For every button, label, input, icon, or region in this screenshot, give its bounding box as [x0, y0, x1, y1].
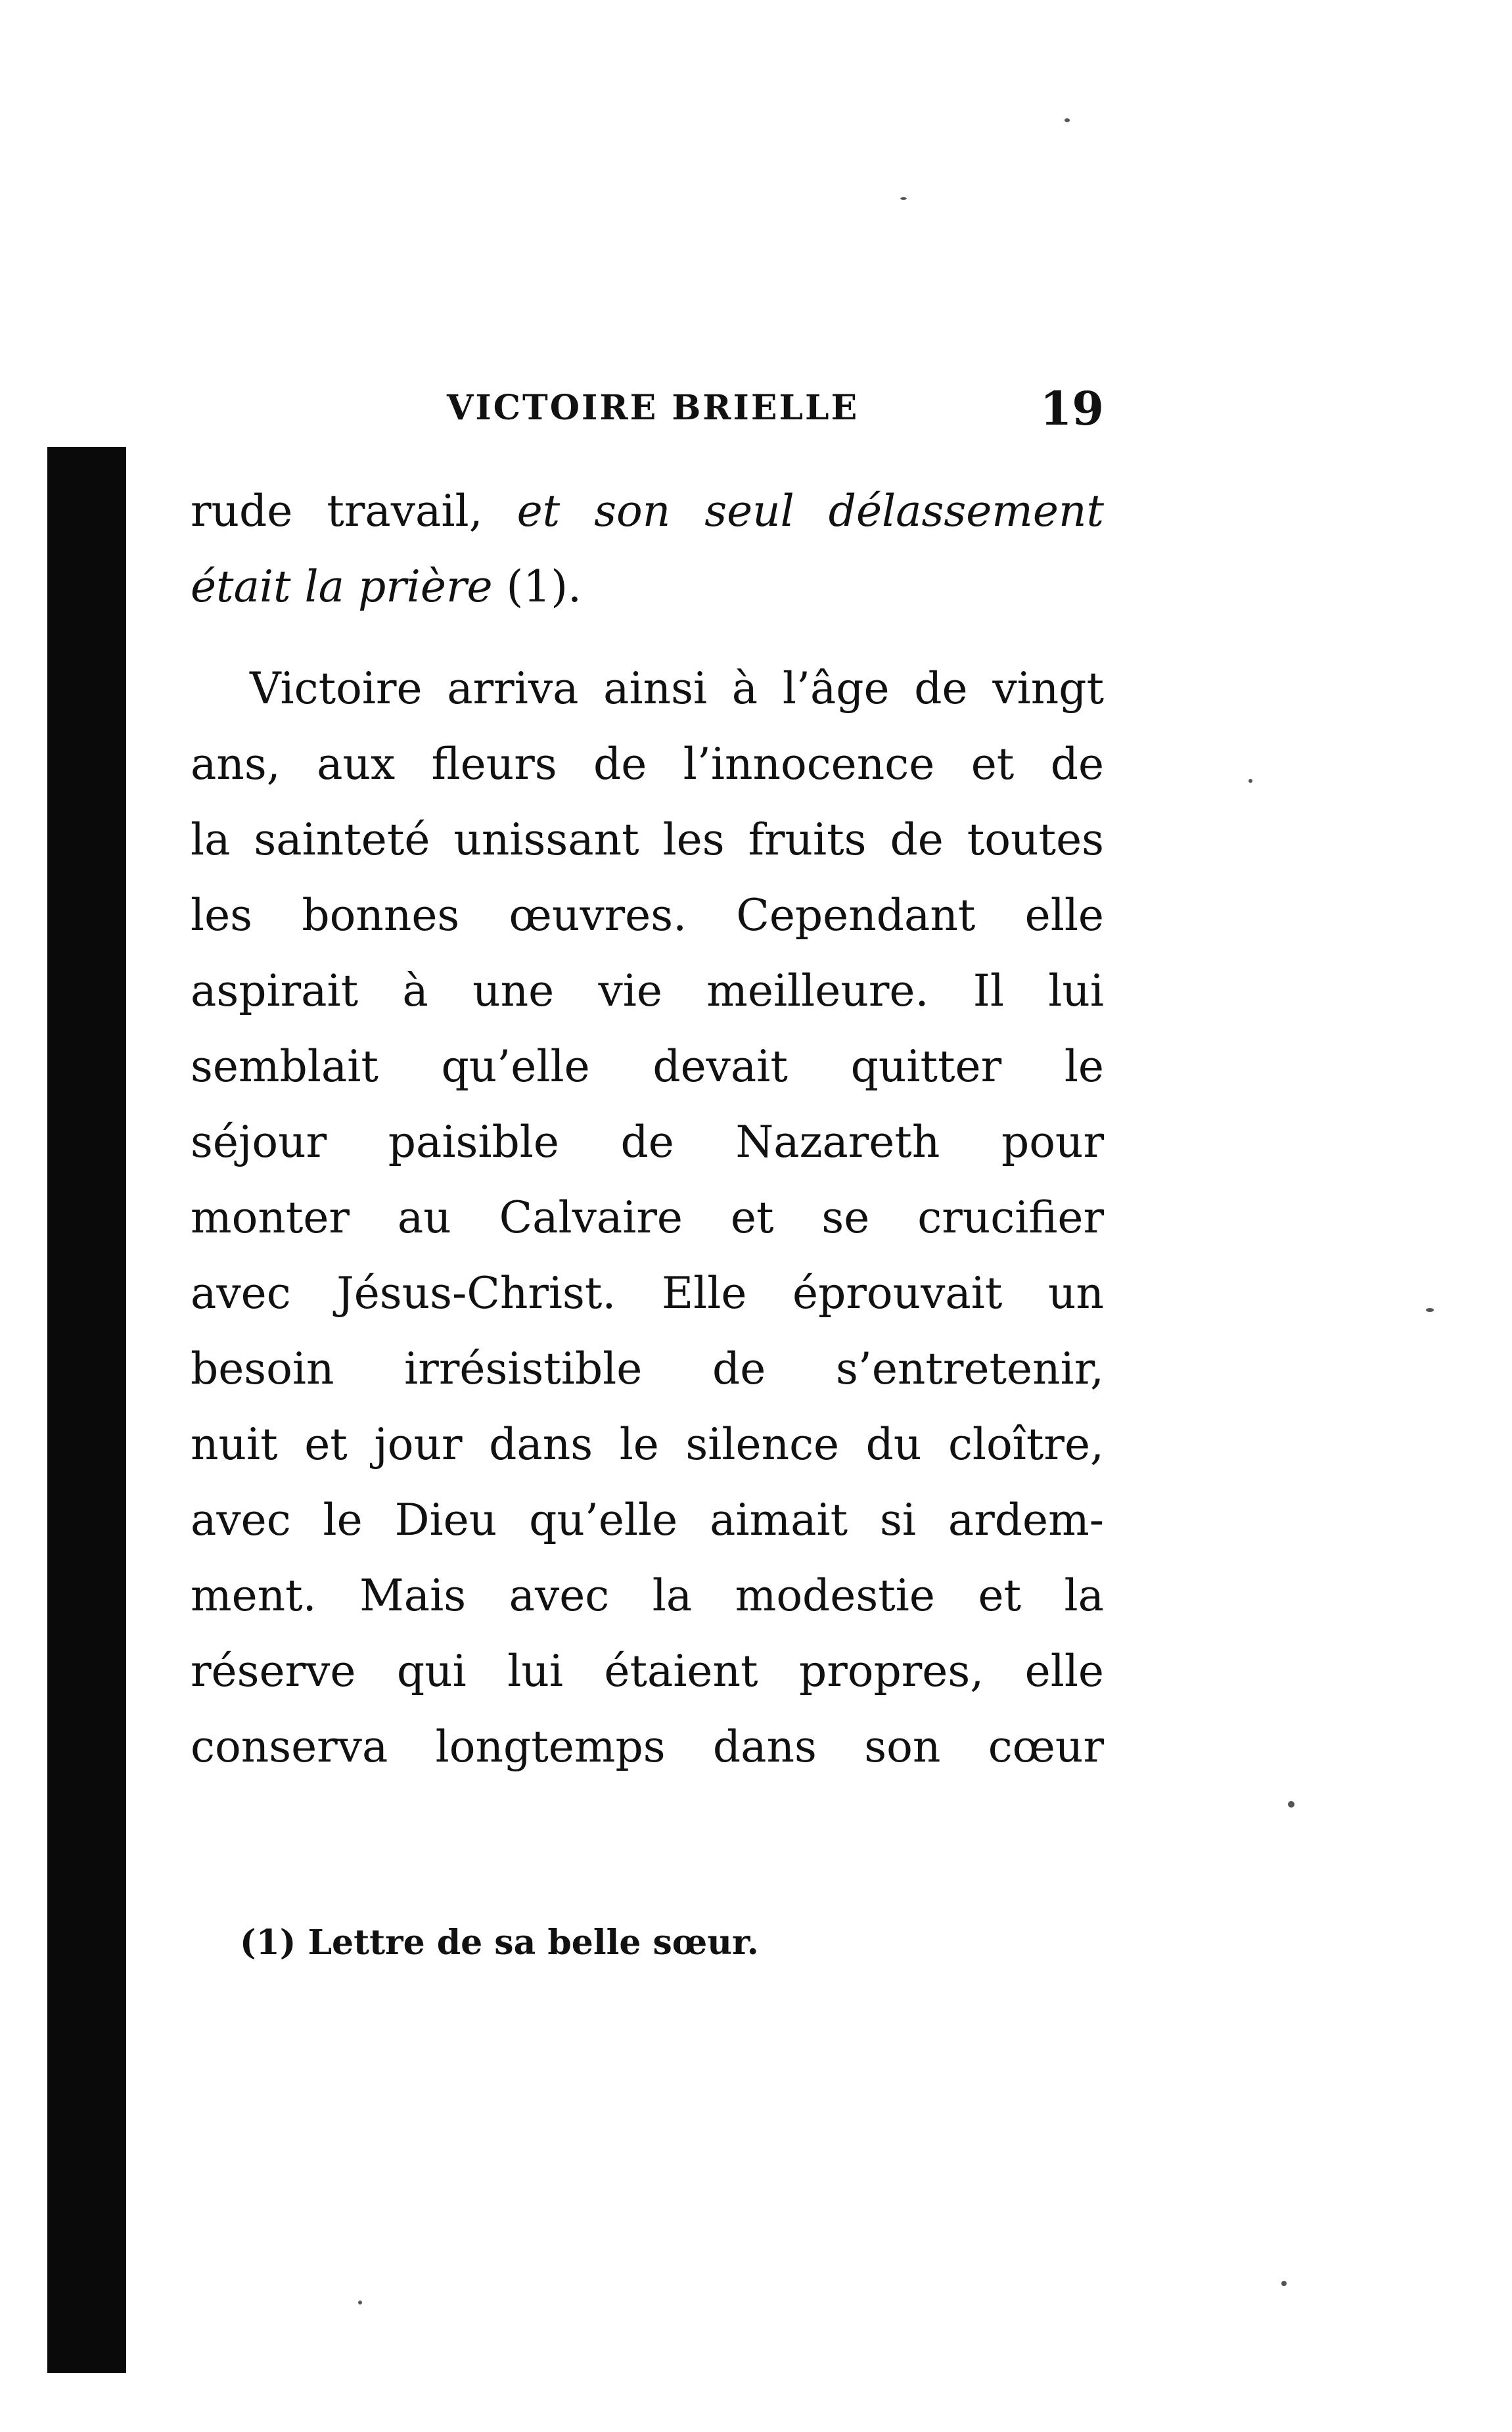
italic-run: et son seul délassement — [516, 486, 1104, 536]
text-line: séjour paisible de Nazareth pour — [191, 1117, 1104, 1167]
page-header — [447, 381, 1104, 440]
text-line: Victoire arriva ainsi à l’âge de vingt — [250, 663, 1104, 714]
book-spine-shadow — [47, 447, 126, 2373]
text-line: avec Jésus-Christ. Elle éprouvait un — [191, 1268, 1104, 1319]
text-line: avec le Dieu qu’elle aimait si ardem- — [191, 1495, 1104, 1545]
scan-speck — [1281, 2281, 1287, 2286]
italic-run: était la prière — [191, 561, 493, 612]
text-run: rude travail, — [191, 486, 483, 536]
scan-speck — [900, 197, 907, 200]
text-line — [191, 549, 1104, 624]
text-line: les bonnes œuvres. Cependant elle — [191, 890, 1104, 941]
text-line — [191, 473, 1104, 549]
text-line: nuit et jour dans le silence du cloître, — [191, 1419, 1104, 1470]
text-line: réserve qui lui étaient propres, elle — [191, 1646, 1104, 1696]
footnote-ref: (1). — [506, 561, 582, 612]
page-number: 19 — [1040, 381, 1104, 436]
scan-speck — [1426, 1308, 1434, 1312]
text-line: semblait qu’elle devait quitter le — [191, 1041, 1104, 1092]
scan-speck — [1065, 118, 1070, 122]
text-line: ans, aux fleurs de l’innocence et de — [191, 739, 1104, 789]
text-line: ment. Mais avec la modestie et la — [191, 1570, 1104, 1621]
text-line: la sainteté unissant les fruits de toutes — [191, 814, 1104, 865]
text-line: conserva longtemps dans son cœur — [191, 1721, 1104, 1772]
scan-speck — [358, 2301, 362, 2304]
footnote: (1) Lettre de sa belle sœur. — [240, 1923, 759, 1963]
text-line: monter au Calvaire et se crucifier — [191, 1192, 1104, 1243]
scan-speck — [1288, 1801, 1294, 1808]
body-text — [191, 473, 1104, 1785]
running-title: VICTOIRE BRIELLE — [447, 388, 859, 428]
scan-speck — [1249, 779, 1252, 783]
text-line: besoin irrésistible de s’entretenir, — [191, 1344, 1104, 1394]
text-line: aspirait à une vie meilleure. Il lui — [191, 966, 1104, 1016]
